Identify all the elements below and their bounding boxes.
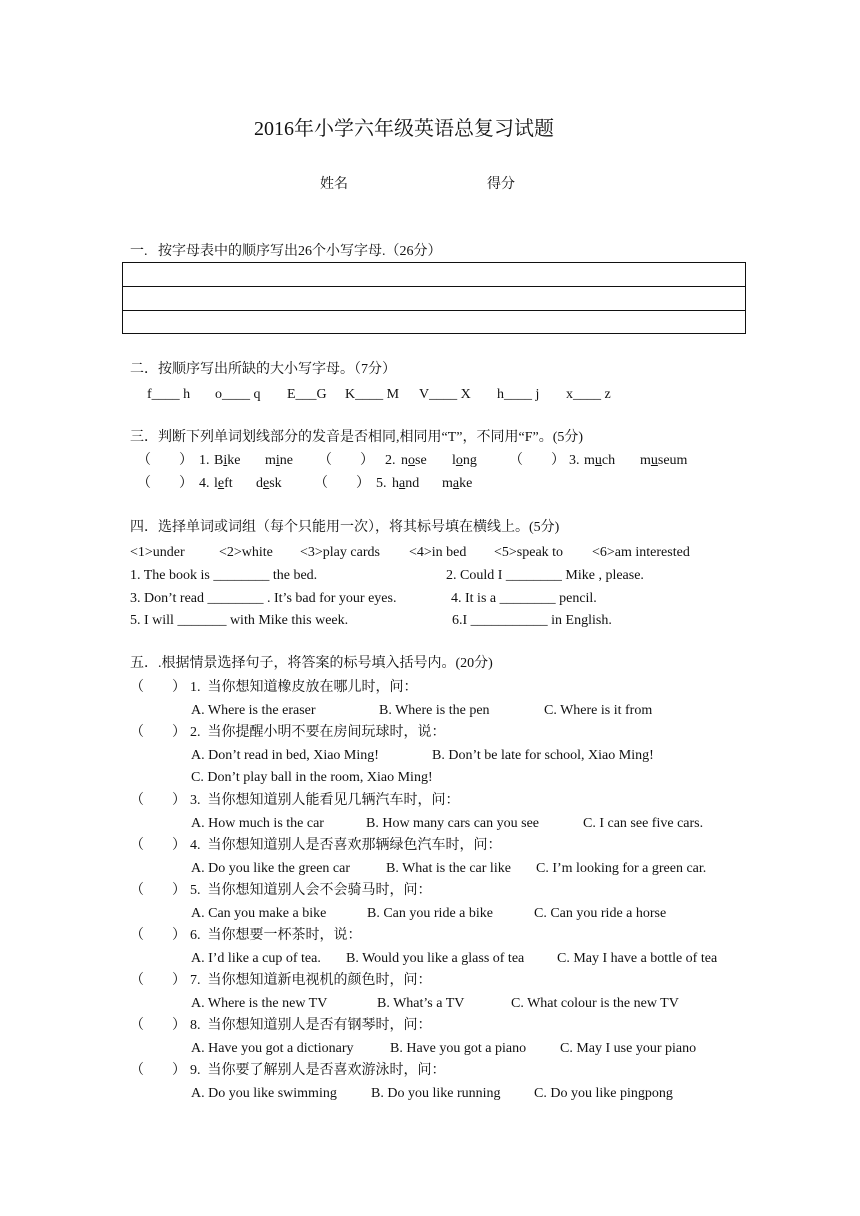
choice-c[interactable]: C. Can you ride a horse	[534, 906, 667, 921]
underlined-letter: e	[217, 476, 225, 491]
answer-bracket[interactable]: （ ）	[130, 1018, 186, 1033]
item-number: 5.	[376, 476, 387, 491]
word-part: ne	[279, 453, 293, 468]
word-part: ng	[462, 453, 477, 468]
word-2	[640, 452, 687, 470]
word-part: l	[452, 453, 456, 468]
writing-row[interactable]	[123, 263, 745, 287]
letter-gap-item: x____ z	[566, 387, 611, 402]
section-3-heading: 三．判断下列单词划线部分的发音是否相同,相同用“T”，不同用“F”。(5分)	[130, 430, 584, 445]
answer-bracket[interactable]: （ ）	[130, 838, 186, 853]
question-text: 6. 当你想要一杯茶时，说：	[190, 928, 362, 943]
answer-bracket[interactable]: （ ）	[137, 453, 193, 468]
section-1-heading: 一. 按字母表中的顺序写出26个小写字母.（26分）	[130, 244, 442, 259]
question-text: 4. 当你想知道别人是否喜欢那辆绿色汽车时，问：	[190, 838, 502, 853]
choice-c[interactable]: C. May I use your piano	[560, 1041, 697, 1056]
word-part: ke	[459, 476, 473, 491]
question-text: 1. 当你想知道橡皮放在哪儿时，问：	[190, 680, 418, 695]
word-2	[442, 475, 472, 493]
word-2	[452, 452, 477, 470]
choice-b[interactable]: B. Do you like running	[371, 1086, 501, 1101]
choice-a[interactable]: A. Where is the eraser	[191, 703, 316, 718]
word-part: ft	[224, 476, 233, 491]
option: <5>speak to	[494, 545, 564, 560]
word-2	[256, 475, 282, 493]
writing-row[interactable]	[123, 287, 745, 311]
fill-question[interactable]: 3. Don’t read ________ . It’s bad for your eyes.	[130, 591, 397, 606]
score-label: 得分	[487, 177, 515, 192]
section-2-heading: 二．按顺序写出所缺的大小写字母。（7分）	[130, 362, 396, 377]
letter-gap-item: K____ M	[345, 387, 400, 402]
word-part: m	[265, 453, 276, 468]
word-1	[392, 475, 419, 493]
choice-c[interactable]: C. I’m looking for a green car.	[536, 861, 707, 876]
word-part: m	[442, 476, 453, 491]
choice-c[interactable]: C. Where is it from	[544, 703, 653, 718]
section-4-heading: 四．选择单词或词组（每个只能用一次），将其标号填在横线上。(5分)	[130, 520, 560, 535]
underlined-letter: i	[223, 453, 228, 468]
letter-gap-item: o____ q	[215, 387, 261, 402]
choice-c[interactable]: C. Don’t play ball in the room, Xiao Ming!	[191, 770, 433, 785]
word-1	[214, 452, 240, 470]
underlined-letter: e	[263, 476, 270, 491]
item-number: 4.	[199, 476, 210, 491]
section-5-heading: 五．.根据情景选择句子，将答案的标号填入括号内。(20分)	[130, 656, 493, 671]
option: <6>am interested	[592, 545, 690, 560]
letter-gap-item: h____ j	[497, 387, 540, 402]
fill-question[interactable]: 1. The book is ________ the bed.	[130, 568, 318, 583]
word-part: m	[640, 453, 651, 468]
choice-c[interactable]: C. What colour is the new TV	[511, 996, 679, 1011]
writing-row[interactable]	[123, 311, 745, 335]
answer-bracket[interactable]: （ ）	[130, 1063, 186, 1078]
choice-c[interactable]: C. Do you like pingpong	[534, 1086, 673, 1101]
fill-question[interactable]: 6.I ___________ in English.	[452, 613, 612, 628]
item-number: 2.	[385, 453, 396, 468]
choice-a[interactable]: A. Don’t read in bed, Xiao Ming!	[191, 748, 379, 763]
word-1	[214, 475, 233, 493]
word-part: ch	[601, 453, 616, 468]
choice-b[interactable]: B. Don’t be late for school, Xiao Ming!	[432, 748, 654, 763]
word-2	[265, 452, 293, 470]
choice-a[interactable]: A. How much is the car	[191, 816, 324, 831]
item-number: 3.	[569, 453, 580, 468]
choice-c[interactable]: C. I can see five cars.	[583, 816, 704, 831]
word-part: m	[584, 453, 595, 468]
underlined-letter: a	[399, 476, 406, 491]
underlined-letter: u	[650, 453, 658, 468]
choice-b[interactable]: B. Can you ride a bike	[367, 906, 493, 921]
answer-bracket[interactable]: （ ）	[130, 680, 186, 695]
option: <1>under	[130, 545, 185, 560]
word-1	[401, 452, 427, 470]
page-title: 2016年小学六年级英语总复习试题	[254, 118, 554, 140]
letter-gap-item: f____ h	[147, 387, 191, 402]
underlined-letter: i	[275, 453, 280, 468]
question-text: 8. 当你想知道别人是否有钢琴时，问：	[190, 1018, 432, 1033]
option: <4>in bed	[409, 545, 467, 560]
letter-gap-item: E___G	[287, 387, 327, 402]
choice-b[interactable]: B. What is the car like	[386, 861, 511, 876]
answer-bracket[interactable]: （ ）	[314, 476, 370, 491]
word-part: n	[401, 453, 408, 468]
question-text: 7. 当你想知道新电视机的颜色时，问：	[190, 973, 432, 988]
underlined-letter: o	[408, 453, 415, 468]
word-part: nd	[405, 476, 420, 491]
option: <3>play cards	[300, 545, 380, 560]
answer-bracket[interactable]: （ ）	[130, 725, 186, 740]
answer-bracket[interactable]: （ ）	[509, 453, 565, 468]
underlined-letter: a	[452, 476, 460, 491]
question-text: 5. 当你想知道别人会不会骑马时，问：	[190, 883, 432, 898]
fill-question[interactable]: 4. It is a ________ pencil.	[451, 591, 597, 606]
choice-a[interactable]: A. Can you make a bike	[191, 906, 327, 921]
word-part: ke	[227, 453, 241, 468]
underlined-letter: u	[594, 453, 602, 468]
choice-c[interactable]: C. May I have a bottle of tea	[557, 951, 718, 966]
choice-a[interactable]: A. Where is the new TV	[191, 996, 328, 1011]
choice-b[interactable]: B. Where is the pen	[379, 703, 490, 718]
choice-b[interactable]: B. What’s a TV	[377, 996, 465, 1011]
word-1	[584, 452, 615, 470]
choice-b[interactable]: B. How many cars can you see	[366, 816, 540, 831]
question-text: 2. 当你提醒小明不要在房间玩球时，说：	[190, 725, 446, 740]
answer-bracket[interactable]: （ ）	[130, 973, 186, 988]
option: <2>white	[219, 545, 273, 560]
word-part: B	[214, 453, 224, 468]
answer-bracket[interactable]: （ ）	[137, 476, 193, 491]
word-part: se	[415, 453, 427, 468]
answer-bracket[interactable]: （ ）	[130, 928, 186, 943]
fill-question[interactable]: 2. Could I ________ Mike , please.	[446, 568, 644, 583]
question-text: 9. 当你要了解别人是否喜欢游泳时，问：	[190, 1063, 446, 1078]
fill-question[interactable]: 5. I will _______ with Mike this week.	[130, 613, 349, 628]
item-number: 1.	[199, 453, 210, 468]
word-part: sk	[269, 476, 282, 491]
choice-b[interactable]: B. Would you like a glass of tea	[346, 951, 525, 966]
choice-a[interactable]: A. Do you like swimming	[191, 1086, 337, 1101]
word-part: d	[256, 476, 263, 491]
letter-gap-item: V____ X	[419, 387, 471, 402]
word-part: h	[392, 476, 399, 491]
answer-bracket[interactable]: （ ）	[130, 883, 186, 898]
choice-b[interactable]: B. Have you got a piano	[390, 1041, 527, 1056]
choice-a[interactable]: A. Do you like the green car	[191, 861, 350, 876]
question-text: 3. 当你想知道别人能看见几辆汽车时，问：	[190, 793, 460, 808]
name-label: 姓名	[320, 177, 348, 192]
choice-a[interactable]: A. I’d like a cup of tea.	[191, 951, 321, 966]
answer-bracket[interactable]: （ ）	[318, 453, 374, 468]
answer-bracket[interactable]: （ ）	[130, 793, 186, 808]
word-part: seum	[657, 453, 688, 468]
underlined-letter: o	[455, 453, 463, 468]
choice-a[interactable]: A. Have you got a dictionary	[191, 1041, 354, 1056]
alphabet-writing-grid[interactable]	[122, 262, 746, 334]
word-part: l	[214, 476, 218, 491]
